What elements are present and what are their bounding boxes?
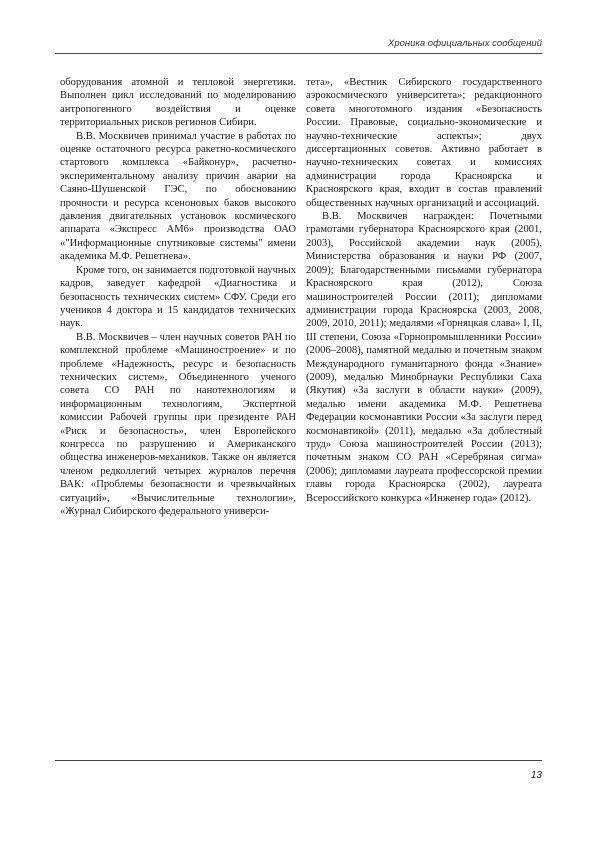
paragraph: Кроме того, он занимается подготовкой научных кадров, заведует кафедрой «Диагностика и безопасность технических систем» СФУ. Среди его учеников 4 доктора и 15 кандидатов технических наук. [60, 264, 296, 330]
paragraph: оборудования атомной и тепловой энергетики. Выполнен цикл исследований по моделированию антропогенного воздействия и оценке территориальных рисков регионов Сибири. [60, 77, 296, 129]
paragraph: тета», «Вестник Сибирского государственного аэрокосмического университета»; редакционного совета многотомного издания «Безопасность России. Правовые, социально-экономические и научно-технические аспекты»; двух диссертационных советов. Активно работает в научно-технических советах и комиссиях администрации города Красноярска и Красноярского края, входит в состав правлений общественных научных организаций и ассоциаций. [306, 77, 542, 209]
left-text-column [60, 76, 296, 518]
right-text-column [306, 76, 542, 505]
header-rule [55, 53, 542, 54]
paragraph: В.В. Москвичев принимал участие в работах по оценке остаточного ресурса ракетно-космического стартового комплекса «Байконур», расчетно-экспериментальному анализу причин аварии на Саяно-Шушенской ГЭС, по обоснованию прочности и ресурса ксеноновых баков высокого давления двигательных установок космического аппарата «Экспресс АМ6» производства ОАО «"Информационные спутниковые системы" имени академика М.Ф. Решетнева». [60, 130, 296, 263]
paragraph: В.В. Москвичев награжден: Почетными грамотами губернатора Красноярского края (2001, 2003), Российской академии наук (2005), Министерства образования и науки РФ (2007, 2009); Благодарственными письмами губернатора Красноярского края (2012), Союза машиностроителей России (2011); дипломами администрации города Красноярска (2003, 2008, 2009, 2010, 2011); медалями «Горняцкая слава» I, II, III степени, Союза «Горнопромышленники России» (2006–2008), памятной медалью и почетным знаком Международного гуманитарного фонда «Знание» (2009), медалью Минобрнауки Республики Саха (Якутия) «За заслуги в области науки» (2009), медалью имени академика М.Ф. Решетнева Федерации космонавтики России «За заслуги перед космонавтикой» (2011), медалью «За доблестный труд» Союза машиностроителей России (2013); почетным знаком СО РАН «Серебряная сигма» (2006); дипломами лауреата профессорской премии главы города Красноярска (2002), лауреата Всероссийского конкурса «Инженер года» (2012). [306, 211, 542, 504]
footer-rule [55, 760, 542, 761]
page-number: 13 [530, 770, 542, 781]
running-title: Хроника официальных сообщений [387, 38, 542, 49]
paragraph: В.В. Москвичев – член научных советов РАН по комплексной проблеме «Машиностроение» и по проблеме «Надежность, ресурс и безопасность технических систем», Объединенного ученого совета СО РАН по нанотехнологиям и информационным технологиям, Экспертной комиссии Рабочей группы при президенте РАН «Риск и безопасность», член Европейского конгресса по разрушению и Американского общества инженеров-механиков. Также он является членом редколлегий четырех журналов перечня ВАК: «Проблемы безопасности и чрезвычайных ситуаций», «Вычислительные технологии», «Журнал Сибирского федерального универси- [60, 331, 296, 517]
